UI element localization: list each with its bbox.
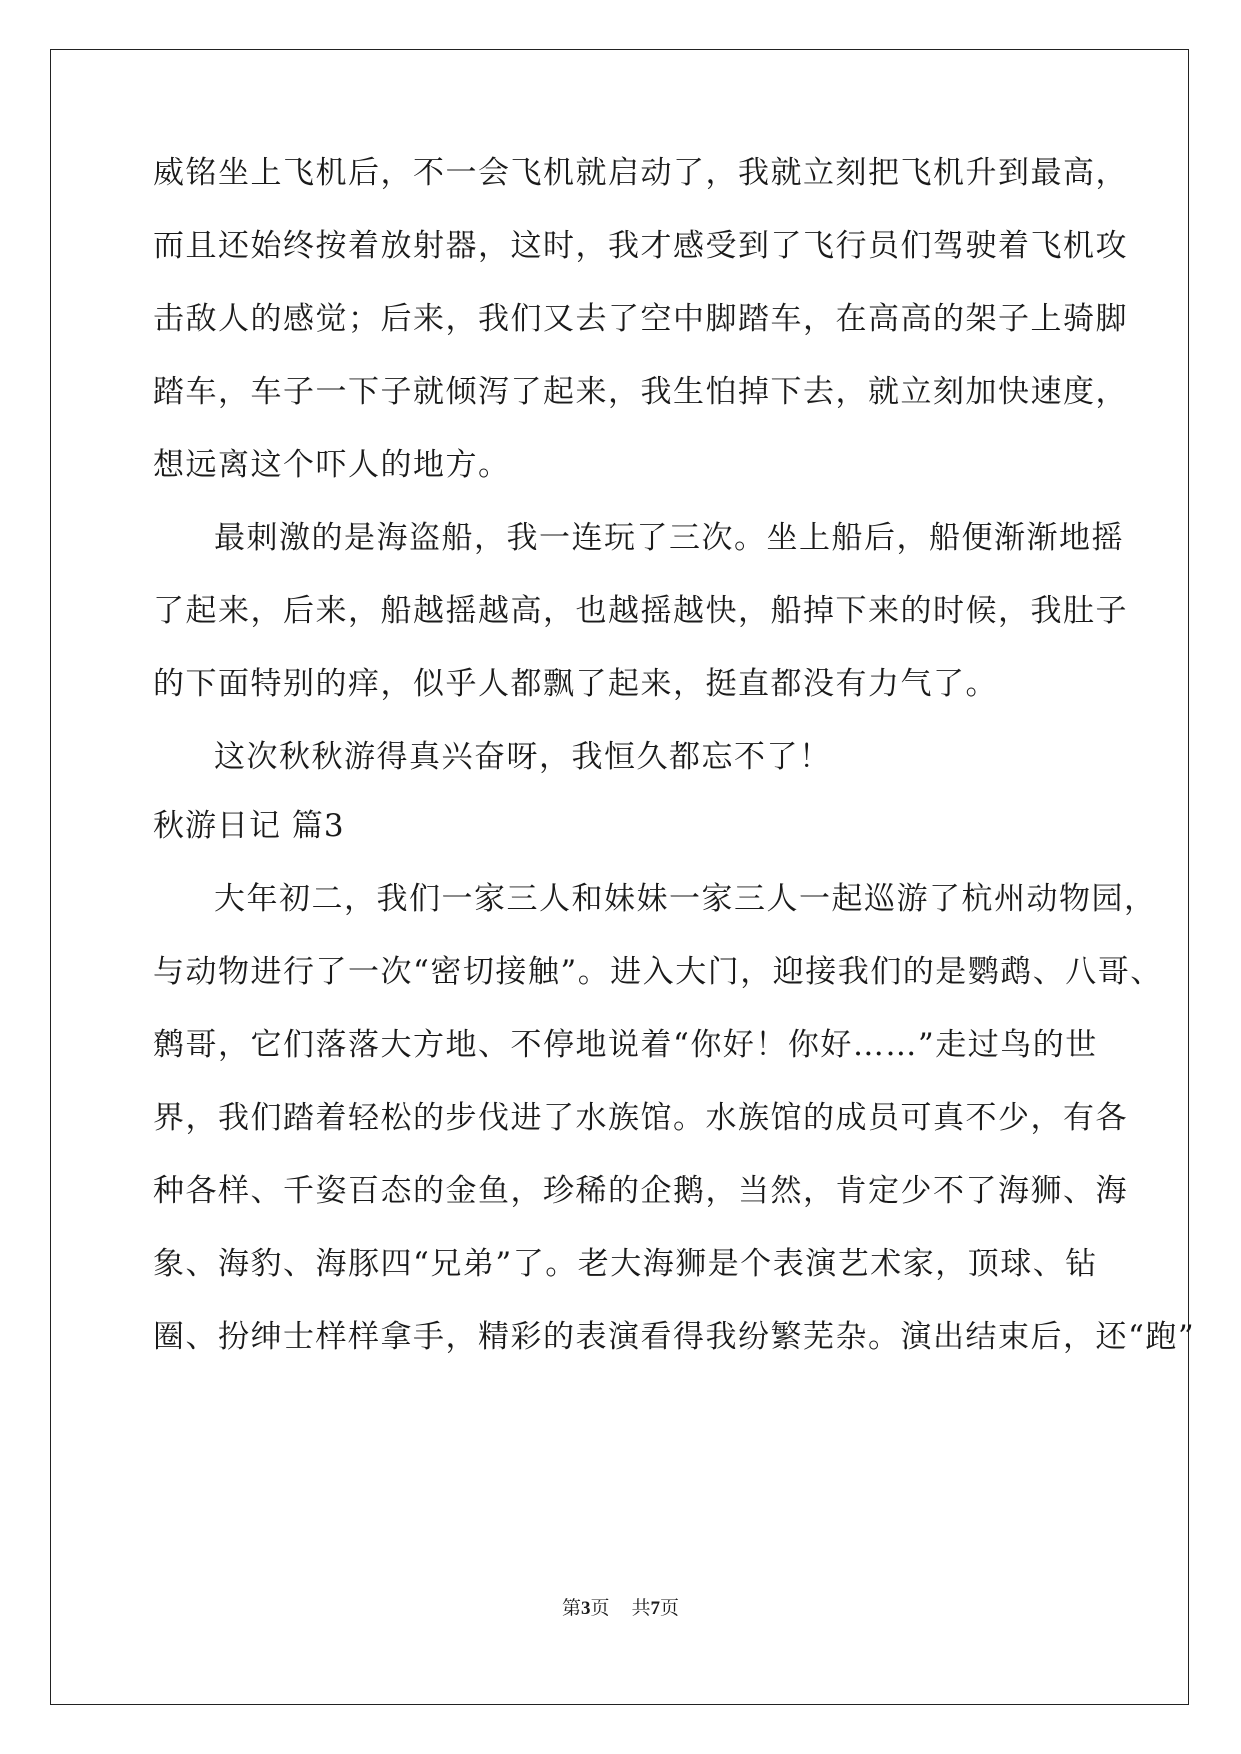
body-line-9: 这次秋秋游得真兴奋呀，我恒久都忘不了！ (214, 739, 832, 775)
total-prefix: 共 (631, 1597, 651, 1619)
body-line-5: 想远离这个吓人的地方。 (153, 447, 511, 483)
body-line-16: 圈、扮绅士样样拿手，精彩的表演看得我纷繁芜杂。演出结束后，还“跑” (153, 1319, 1196, 1355)
section-heading: 秋游日记 篇3 (153, 808, 345, 844)
page-border (50, 49, 1189, 1705)
body-line-6: 最刺激的是海盗船，我一连玩了三次。坐上船后，船便渐渐地摇 (214, 520, 1124, 556)
total-page-number: 7 (650, 1598, 661, 1619)
body-line-11: 与动物进行了一次“密切接触”。进入大门，迎接我们的是鹦鹉、八哥、 (153, 954, 1163, 990)
page-prefix: 第 (561, 1597, 581, 1619)
body-line-8: 的下面特别的痒，似乎人都飘了起来，挺直都没有力气了。 (153, 666, 998, 702)
total-suffix: 页 (660, 1597, 680, 1619)
page-footer (0, 1596, 1241, 1621)
page-suffix: 页 (590, 1597, 610, 1619)
body-line-3: 击敌人的感觉；后来，我们又去了空中脚踏车，在高高的架子上骑脚 (153, 301, 1128, 337)
body-line-2: 而且还始终按着放射器，这时，我才感受到了飞行员们驾驶着飞机攻 (153, 228, 1128, 264)
body-line-15: 象、海豹、海豚四“兄弟”了。老大海狮是个表演艺术家，顶球、钻 (153, 1246, 1098, 1282)
body-line-14: 种各样、千姿百态的金鱼，珍稀的企鹅，当然，肯定少不了海狮、海 (153, 1173, 1128, 1209)
body-line-12: 鹩哥，它们落落大方地、不停地说着“你好！你好……”走过鸟的世 (153, 1027, 1098, 1063)
body-line-13: 界，我们踏着轻松的步伐进了水族馆。水族馆的成员可真不少，有各 (153, 1100, 1128, 1136)
body-line-7: 了起来，后来，船越摇越高，也越摇越快，船掉下来的时候，我肚子 (153, 593, 1128, 629)
body-line-10: 大年初二，我们一家三人和妹妹一家三人一起巡游了杭州动物园， (214, 881, 1157, 917)
body-line-4: 踏车，车子一下子就倾泻了起来，我生怕掉下去，就立刻加快速度， (153, 374, 1128, 410)
current-page-number: 3 (580, 1598, 591, 1619)
body-line-1: 威铭坐上飞机后，不一会飞机就启动了，我就立刻把飞机升到最高， (153, 155, 1128, 191)
